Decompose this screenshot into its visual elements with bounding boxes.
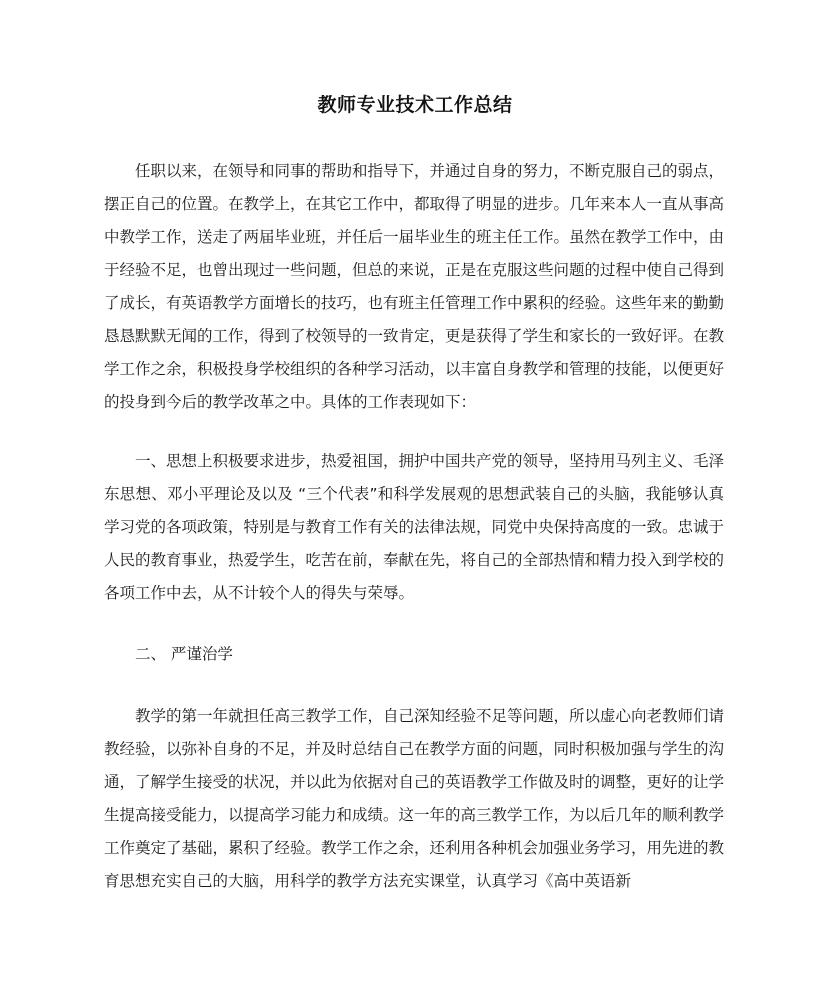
- paragraph-section-two: [104, 700, 724, 898]
- paragraph-text: 教学的第一年就担任高三教学工作，自己深知经验不足等问题，所以虚心向老教师们请教经验，以弥补自身的不足，并及时总结自己在教学方面的问题，同时积极加强与学生的沟通，了解学生接受的状况，并以此为依据对自己的英语教学工作做及时的调整，更好的让学生提高接受能力，以提高学习能力和成绩。这一年的高三教学工作，为以后几年的顺利教学工作奠定了基础，累积了经验。教学工作之余，还利用各种机会加强业务学习，用先进的教育思想充实自己的大脑，用科学的教学方法充实课堂，认真学习《高中英语新: [104, 707, 725, 890]
- paragraph-text: 一、思想上积极要求进步，热爱祖国，拥护中国共产党的领导，坚持用马列主义、毛泽东思想、邓小平理论及以及 “三个代表”和科学发展观的思想武装自己的头脑，我能够认真学习党的各项政策，特别是与教育工作有关的法律法规，同党中央保持高度的一致。忠诚于人民的教育事业，热爱学生，吃苦在前，奉献在先，将自己的全部热情和精力投入到学校的各项工作中去，从不计较个人的得失与荣辱。: [104, 452, 725, 602]
- document-title: 教师专业技术工作总结: [317, 94, 513, 116]
- paragraph-section-one: [104, 445, 724, 610]
- section-two-heading: 二、 严谨治学: [135, 645, 233, 663]
- paragraph-intro: [104, 155, 724, 419]
- paragraph-text: 任职以来，在领导和同事的帮助和指导下，并通过自身的努力，不断克服自己的弱点，摆正自己的位置。在教学上，在其它工作中，都取得了明显的进步。几年来本人一直从事高中教学工作，送走了两届毕业班，并任后一届毕业生的班主任工作。虽然在教学工作中，由于经验不足，也曾出现过一些问题，但总的来说，正是在克服这些问题的过程中使自己得到了成长，有英语教学方面增长的技巧，也有班主任管理工作中累积的经验。这些年来的勤勤恳恳默默无闻的工作，得到了校领导的一致肯定，更是获得了学生和家长的一致好评。在教学工作之余，积极投身学校组织的各种学习活动，以丰富自身教学和管理的技能，以便更好的投身到今后的教学改革之中。具体的工作表现如下：: [104, 162, 725, 411]
